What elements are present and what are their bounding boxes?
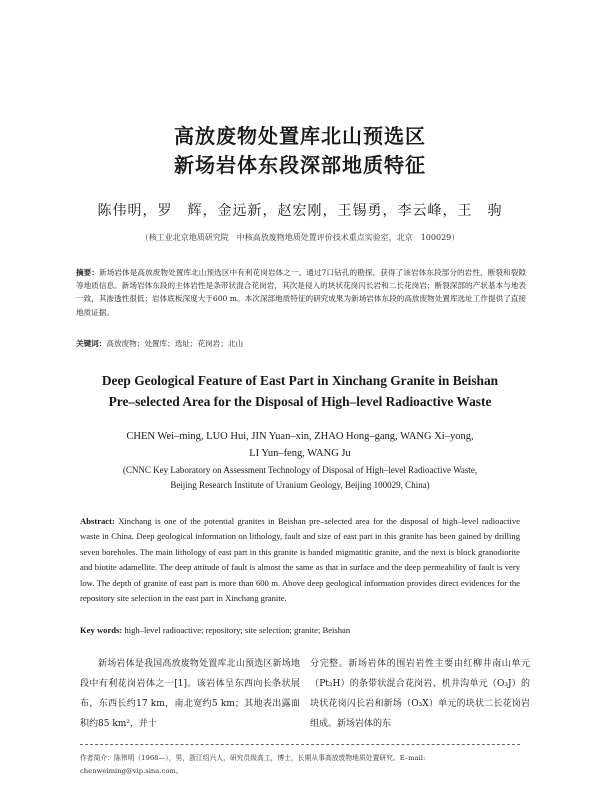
abstract-en [80,514,520,606]
authors-en-line-2: LI Yun–feng, WANG Ju [249,448,351,459]
title-en-line-2: Pre–selected Area for the Disposal of High–level Radioactive Waste [108,394,492,409]
keywords-en-text: high–level radioactive; repository; site selection; granite; Beishan [124,625,351,635]
author-footnote: 作者简介：陈伟明（1968—），男，浙江绍兴人，研究员级高工，博士，长期从事高放废物地质处置研究。E–mail: chenweiming@vip.sina.com。 [80,754,426,775]
abstract-cn-text: 新场岩体是高放废物处置库北山预选区中有利花岗岩体之一。通过7口钻孔的勘探，获得了该岩体东段部分的岩性、断裂和裂隙等地质信息。新场岩体东段的主体岩性是条带状混合花岗岩，其次是侵入的块状花岗闪长岩和二长花岗岩；断裂深部的产状基本与地表一致，其渗透性很低；岩体底板深度大于600 m。本次深部地质特征的研究成果为新场岩体东段的高放废物处置库选址工作提供了直接地质证据。 [76,268,527,317]
title-cn-line-2: 新场岩体东段深部地质特征 [174,153,426,177]
title-en [40,370,560,412]
keywords-cn [76,338,526,349]
authors-cn: 陈伟明，罗 辉，金远新，赵宏刚，王锡勇，李云峰，王 驹 [97,203,503,219]
footnote-divider [80,744,520,745]
body-column-left: 新场岩体是我国高放废物处置库北山预选区新场地段中有利花岗岩体之一[1]。该岩体呈东西向长条状展布，东西长约17 km，南北宽约5 km；其地表出露面积约85 km²，并十 [80,659,300,729]
authors-en [60,428,540,462]
keywords-cn-text: 高放废物；处置库；选址；花岗岩；北山 [106,339,244,348]
abstract-en-text: Xinchang is one of the potential granites in Beishan pre–selected area for the disposal of high–level radioactive waste in China. Deep geological information on lithology, fault and size of east part in this granite has been gained by drilling seven boreholes. The main lithology of east part in this granite is banded migmatitic granite, and the next is block granodiorite and biotite adamellite. The deep attitude of fault is almost the same as that in surface and the deep permeability of fault is very low. The depth of granite of east part is more than 600 m. Above deep geological information provides direct evidences for the repository site selection in the east part in Xinchang granite. [80,516,520,604]
affiliation-en-line-1: (CNNC Key Laboratory on Assessment Technology of Disposal of High–level Radioactive Waste, [122,465,478,475]
abstract-cn [76,266,526,319]
abstract-en-label: Abstract: [80,516,115,526]
affiliation-cn: （核工业北京地质研究院 中核高放废物地质处置评价技术重点实验室，北京 100029） [140,233,460,242]
keywords-en-label: Key words: [80,625,123,635]
keywords-cn-label: 关键词： [76,339,107,348]
title-cn [0,122,600,180]
body-column-right: 分完整。新场岩体的围岩岩性主要由红柳井南山单元（Pt₂H）的条带状混合花岗岩、机井沟单元（O₃J）的块状花岗闪长岩和新场（O₃X）单元的块状二长花岗岩组成。新场岩体的东 [310,659,530,729]
affiliation-en-line-2: Beijing Research Institute of Uranium Geology, Beijing 100029, China) [170,480,430,490]
authors-en-line-1: CHEN Wei–ming, LUO Hui, JIN Yuan–xin, ZHAO Hong–gang, WANG Xi–yong, [126,431,474,442]
affiliation-en [60,463,540,493]
keywords-en [80,625,520,635]
title-cn-line-1: 高放废物处置库北山预选区 [174,124,426,148]
abstract-cn-label: 摘要： [76,268,100,277]
title-en-line-1: Deep Geological Feature of East Part in Xinchang Granite in Beishan [101,373,499,388]
